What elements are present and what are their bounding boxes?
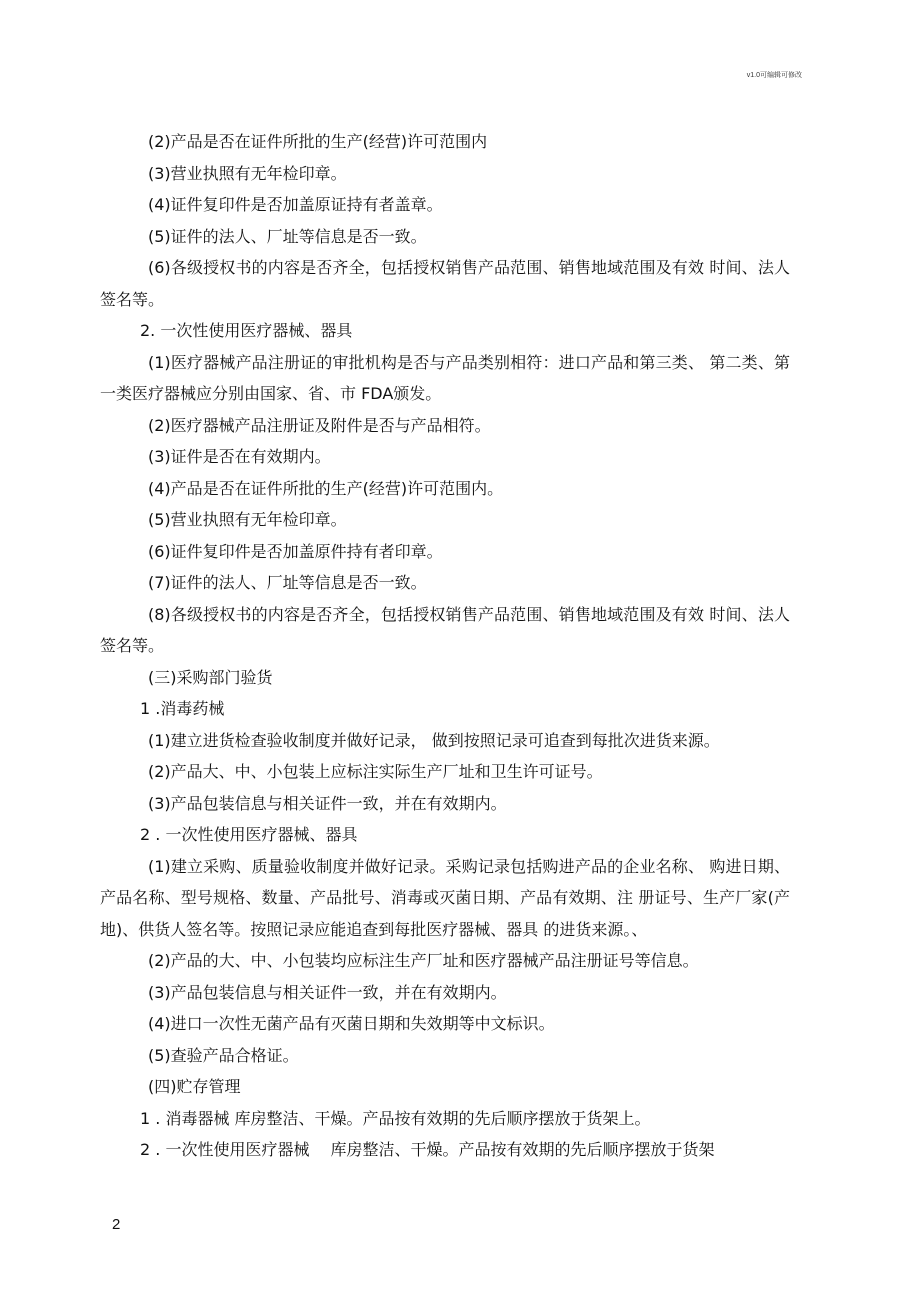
- paragraph: (1)建立采购、质量验收制度并做好记录。采购记录包括购进产品的企业名称、 购进日期、产品名称、型号规格、数量、产品批号、消毒或灭菌日期、产品有效期、注 册证号、生产厂家(产地)、供货人签名等。按照记录应能追查到每批医疗器械、器具 的进货来源。、: [100, 856, 790, 939]
- paragraph: 1 . 消毒器械 库房整洁、干燥。产品按有效期的先后顺序摆放于货架上。: [140, 1108, 651, 1128]
- section-heading: (三)采购部门验货: [148, 667, 273, 687]
- version-label: v1.0可编辑可修改: [746, 72, 802, 79]
- paragraph: (2)产品的大、中、小包装均应标注生产厂址和医疗器械产品注册证号等信息。: [148, 951, 699, 970]
- paragraph: (5)营业执照有无年检印章。: [148, 510, 347, 529]
- paragraph: 2 . 一次性使用医疗器械 库房整洁、干燥。产品按有效期的先后顺序摆放于货架: [140, 1140, 715, 1159]
- paragraph: (2)产品是否在证件所批的生产(经营)许可范围内: [148, 132, 488, 151]
- section-heading: 2. 一次性使用医疗器械、器具: [140, 321, 353, 340]
- section-heading: (四)贮存管理: [148, 1077, 241, 1096]
- paragraph: (3)产品包装信息与相关证件一致，并在有效期内。: [148, 793, 507, 813]
- paragraph: (4)产品是否在证件所批的生产(经营)许可范围内。: [148, 478, 504, 498]
- paragraph: (4)证件复印件是否加盖原证持有者盖章。: [148, 195, 443, 214]
- section-heading: 2 . 一次性使用医疗器械、器具: [140, 825, 358, 844]
- paragraph: (6)各级授权书的内容是否齐全，包括授权销售产品范围、销售地域范围及有效 时间、法人签名等。: [100, 258, 790, 309]
- paragraph: (5)证件的法人、厂址等信息是否一致。: [148, 226, 427, 246]
- paragraph: (6)证件复印件是否加盖原件持有者印章。: [148, 541, 443, 561]
- paragraph: (4)进口一次性无菌产品有灭菌日期和失效期等中文标识。: [148, 1014, 555, 1033]
- paragraph: (3)营业执照有无年检印章。: [148, 163, 347, 183]
- paragraph: (3)证件是否在有效期内。: [148, 447, 331, 466]
- paragraph: (2)医疗器械产品注册证及附件是否与产品相符。: [148, 415, 491, 435]
- paragraph: (7)证件的法人、厂址等信息是否一致。: [148, 573, 427, 592]
- document-body: [100, 126, 790, 1166]
- paragraph: (8)各级授权书的内容是否齐全，包括授权销售产品范围、销售地域范围及有效 时间、法人签名等。: [100, 604, 790, 655]
- paragraph: (1)建立进货检查验收制度并做好记录， 做到按照记录可追查到每批次进货来源。: [148, 730, 720, 750]
- paragraph: (3)产品包装信息与相关证件一致，并在有效期内。: [148, 982, 507, 1002]
- section-heading: 1 .消毒药械: [140, 699, 225, 718]
- page-number: 2: [112, 1216, 121, 1233]
- paragraph: (2)产品大、中、小包装上应标注实际生产厂址和卫生许可证号。: [148, 762, 603, 781]
- paragraph: (1)医疗器械产品注册证的审批机构是否与产品类别相符：进口产品和第三类、 第二类、第一类医疗器械应分别由国家、省、市 FDA颁发。: [100, 352, 790, 403]
- paragraph: (5)查验产品合格证。: [148, 1045, 299, 1065]
